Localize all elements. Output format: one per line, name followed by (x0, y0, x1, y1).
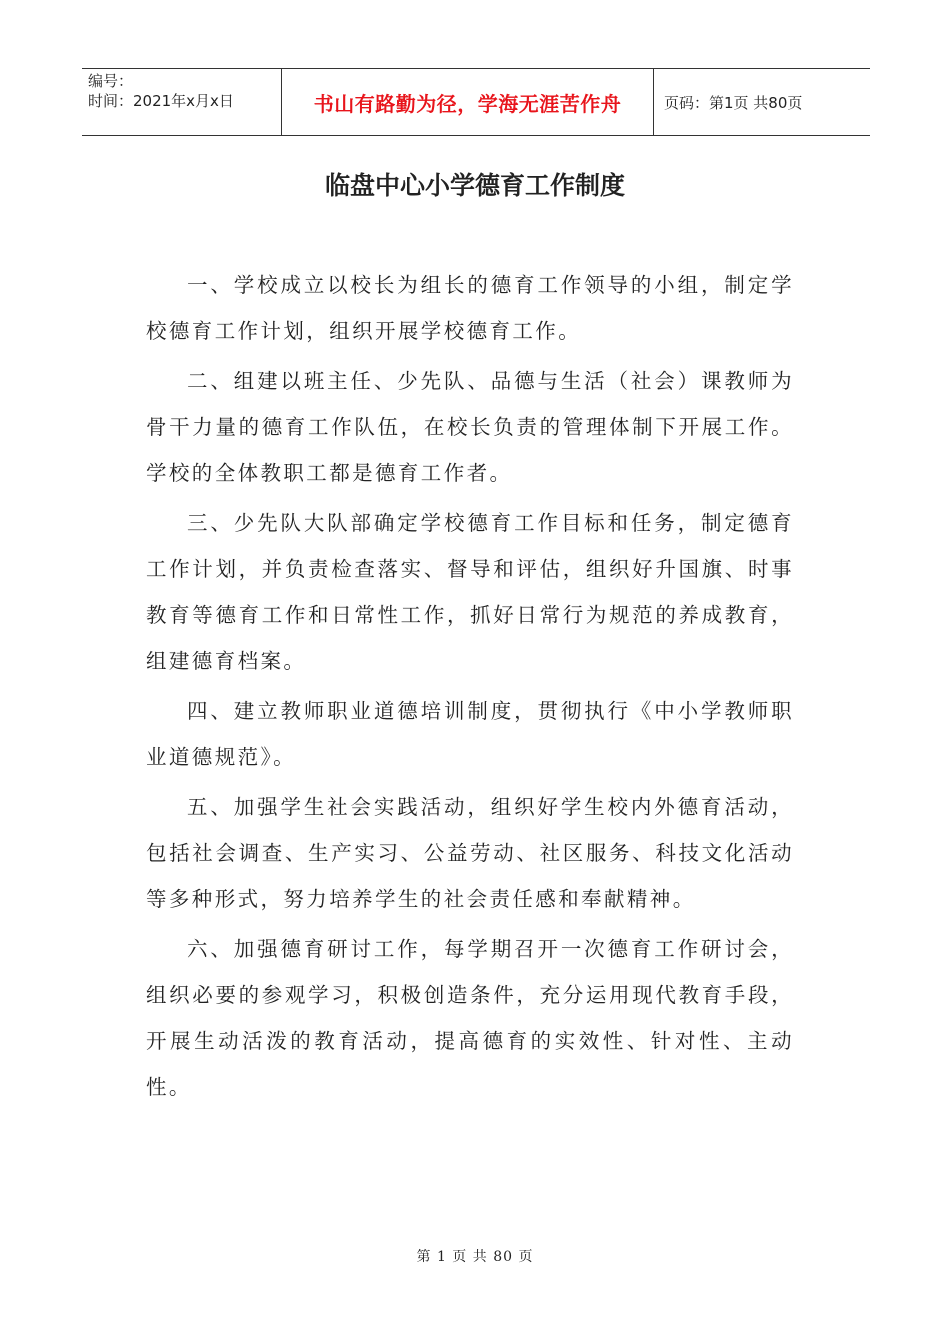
header-motto: 书山有路勤为径，学海无涯苦作舟 (282, 69, 654, 135)
paragraph-6: 六、加强德育研讨工作，每学期召开一次德育工作研讨会，组织必要的参观学习，积极创造条件，充分运用现代教育手段，开展生动活泼的教育活动，提高德育的实效性、针对性、主动性。 (146, 937, 794, 1099)
header-page-info: 页码：第1页 共80页 (664, 93, 803, 112)
page-footer: 第 1 页 共 80 页 (416, 1249, 534, 1265)
document-body (146, 262, 794, 1114)
paragraph-4: 四、建立教师职业道德培训制度，贯彻执行《中小学教师职业道德规范》。 (146, 699, 794, 769)
paragraph-2: 二、组建以班主任、少先队、品德与生活（社会）课教师为骨干力量的德育工作队伍，在校长负责的管理体制下开展工作。学校的全体教职工都是德育工作者。 (146, 369, 794, 485)
document-header (82, 68, 870, 136)
paragraph-5: 五、加强学生社会实践活动，组织好学生校内外德育活动，包括社会调查、生产实习、公益劳动、社区服务、科技文化活动等多种形式，努力培养学生的社会责任感和奉献精神。 (146, 795, 794, 911)
paragraph-3: 三、少先队大队部确定学校德育工作目标和任务，制定德育工作计划，并负责检查落实、督导和评估，组织好升国旗、时事教育等德育工作和日常性工作，抓好日常行为规范的养成教育，组建德育档案。 (146, 511, 794, 673)
document-number-label: 编号： (88, 72, 134, 90)
document-date-label: 时间：2021年x月x日 (88, 92, 234, 110)
header-meta-cell (82, 69, 282, 135)
document-title: 临盘中心小学德育工作制度 (324, 171, 625, 200)
paragraph-1: 一、学校成立以校长为组长的德育工作领导的小组，制定学校德育工作计划，组织开展学校德育工作。 (146, 273, 794, 343)
